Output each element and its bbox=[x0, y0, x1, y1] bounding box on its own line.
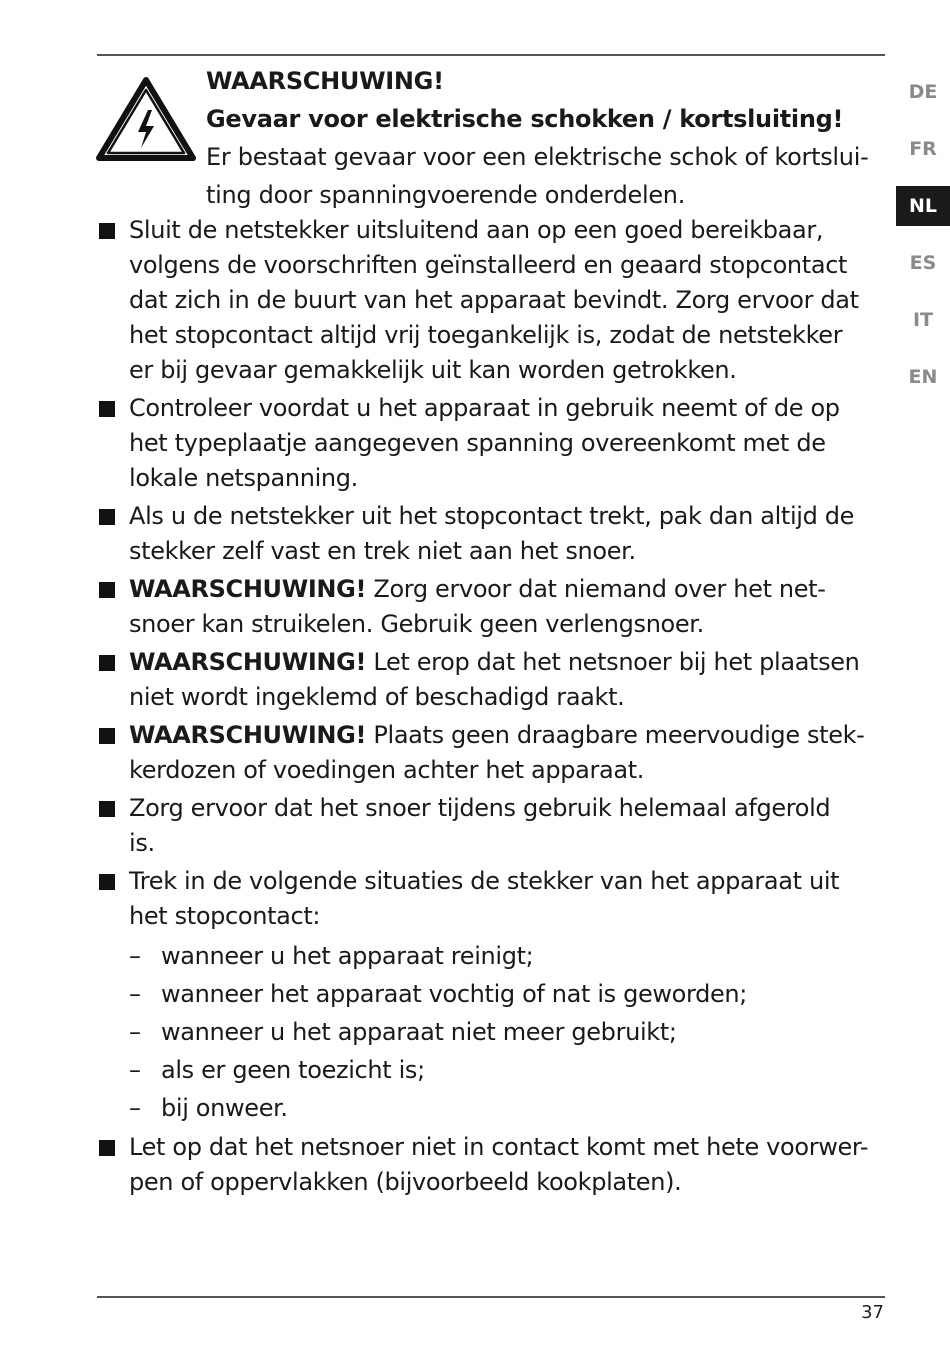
item-line: het stopcontact: bbox=[129, 902, 321, 930]
list-item bbox=[97, 791, 887, 861]
bottom-rule bbox=[97, 1296, 885, 1298]
list-item bbox=[97, 1130, 887, 1200]
warning-title: WAARSCHUWING! bbox=[206, 67, 444, 95]
item-line: pen of oppervlakken (bijvoorbeeld kookplaten). bbox=[129, 1168, 682, 1196]
item-line: dat zich in de buurt van het apparaat bevindt. Zorg ervoor dat bbox=[129, 286, 859, 314]
dash-bullet: – bbox=[129, 1094, 141, 1122]
square-bullet-icon bbox=[99, 582, 115, 598]
sublist-item bbox=[129, 975, 887, 1013]
square-bullet-icon bbox=[99, 1140, 115, 1156]
sublist-item bbox=[129, 1089, 887, 1127]
electric-shock-warning-icon bbox=[96, 76, 196, 162]
item-line: Als u de netstekker uit het stopcontact trekt, pak dan altijd de bbox=[129, 502, 855, 530]
item-line: Let op dat het netsnoer niet in contact komt met hete voorwer- bbox=[129, 1133, 869, 1161]
list-item bbox=[97, 718, 887, 788]
tab-language-es[interactable]: ES bbox=[909, 252, 937, 274]
warning-block bbox=[206, 62, 886, 214]
dash-bullet: – bbox=[129, 980, 141, 1008]
sublist-item bbox=[129, 1013, 887, 1051]
item-text: Let erop dat het netsnoer bij het plaatsen bbox=[366, 648, 860, 676]
sublist-item bbox=[129, 1051, 887, 1089]
square-bullet-icon bbox=[99, 655, 115, 671]
list-item bbox=[97, 645, 887, 715]
item-line: het typeplaatje aangegeven spanning overeenkomt met de bbox=[129, 429, 826, 457]
item-line: Controleer voordat u het apparaat in gebruik neemt of de op bbox=[129, 394, 840, 422]
item-line: snoer kan struikelen. Gebruik geen verlengsnoer. bbox=[129, 610, 704, 638]
sublist-text: wanneer het apparaat vochtig of nat is geworden; bbox=[161, 980, 748, 1008]
sublist-text: als er geen toezicht is; bbox=[161, 1056, 425, 1084]
list-item bbox=[97, 499, 887, 569]
square-bullet-icon bbox=[99, 801, 115, 817]
dash-bullet: – bbox=[129, 1056, 141, 1084]
language-tabs bbox=[896, 72, 950, 414]
sublist-text: bij onweer. bbox=[161, 1094, 288, 1122]
item-line: het stopcontact altijd vrij toegankelijk is, zodat de netstekker bbox=[129, 321, 843, 349]
square-bullet-icon bbox=[99, 401, 115, 417]
square-bullet-icon bbox=[99, 223, 115, 239]
situation-sublist bbox=[129, 937, 887, 1127]
warning-description-line: ting door spanningvoerende onderdelen. bbox=[206, 181, 686, 209]
square-bullet-icon bbox=[99, 509, 115, 525]
safety-bullet-list bbox=[97, 213, 887, 1203]
item-line: Trek in de volgende situaties de stekker van het apparaat uit bbox=[129, 867, 840, 895]
tab-language-de[interactable]: DE bbox=[908, 81, 938, 103]
warning-prefix: WAARSCHUWING! bbox=[129, 575, 367, 603]
warning-description-line: Er bestaat gevaar voor een elektrische schok of kortslui- bbox=[206, 143, 869, 171]
item-line: volgens de voorschriften geïnstalleerd en geaard stopcontact bbox=[129, 251, 848, 279]
item-line: lokale netspanning. bbox=[129, 464, 358, 492]
item-line: is. bbox=[129, 829, 155, 857]
list-item bbox=[97, 391, 887, 496]
tab-language-fr[interactable]: FR bbox=[909, 138, 937, 160]
square-bullet-icon bbox=[99, 874, 115, 890]
item-text: Zorg ervoor dat niemand over het net- bbox=[366, 575, 826, 603]
sublist-text: wanneer u het apparaat niet meer gebruikt; bbox=[161, 1018, 677, 1046]
dash-bullet: – bbox=[129, 942, 141, 970]
item-line: er bij gevaar gemakkelijk uit kan worden getrokken. bbox=[129, 356, 737, 384]
square-bullet-icon bbox=[99, 728, 115, 744]
item-text: Plaats geen draagbare meervoudige stek- bbox=[366, 721, 865, 749]
sublist-text: wanneer u het apparaat reinigt; bbox=[161, 942, 534, 970]
item-line bbox=[129, 718, 887, 753]
item-line: Sluit de netstekker uitsluitend aan op een goed bereikbaar, bbox=[129, 216, 824, 244]
dash-bullet: – bbox=[129, 1018, 141, 1046]
tab-language-en[interactable]: EN bbox=[908, 366, 938, 388]
tab-language-it[interactable]: IT bbox=[912, 309, 934, 331]
sublist-item bbox=[129, 937, 887, 975]
item-line: niet wordt ingeklemd of beschadigd raakt. bbox=[129, 683, 625, 711]
page-number: 37 bbox=[861, 1302, 884, 1323]
item-line bbox=[129, 645, 887, 680]
warning-prefix: WAARSCHUWING! bbox=[129, 648, 367, 676]
item-line: stekker zelf vast en trek niet aan het snoer. bbox=[129, 537, 636, 565]
list-item bbox=[97, 864, 887, 1127]
item-line: Zorg ervoor dat het snoer tijdens gebruik helemaal afgerold bbox=[129, 794, 831, 822]
tab-language-nl[interactable]: NL bbox=[896, 186, 950, 226]
warning-description bbox=[206, 138, 886, 214]
list-item bbox=[97, 213, 887, 388]
list-item bbox=[97, 572, 887, 642]
warning-subtitle: Gevaar voor elektrische schokken / kortsluiting! bbox=[206, 105, 844, 133]
item-line bbox=[129, 572, 887, 607]
top-rule bbox=[97, 54, 885, 56]
item-line: kerdozen of voedingen achter het apparaat. bbox=[129, 756, 645, 784]
warning-prefix: WAARSCHUWING! bbox=[129, 721, 367, 749]
